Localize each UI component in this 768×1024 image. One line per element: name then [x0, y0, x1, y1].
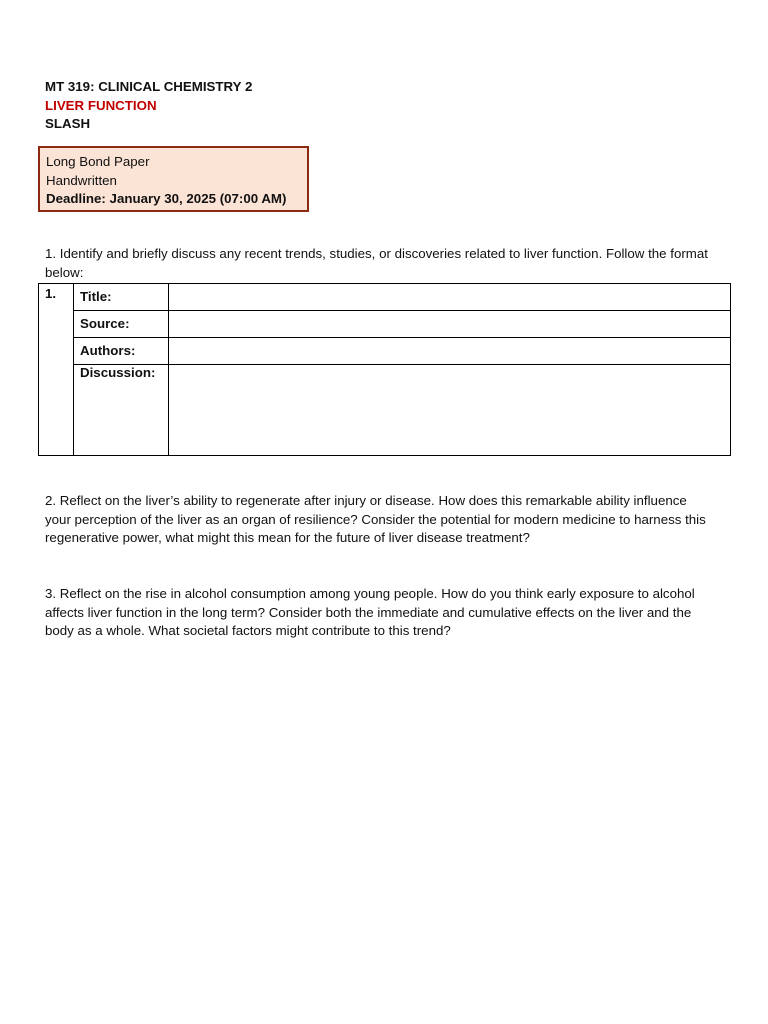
question-3: 3. Reflect on the rise in alcohol consumption among young people. How do you think early exposure to alcohol affects liver function in the long term? Consider both the immediate and cumulative effects on the liver and the body as a whole. What societal factors might contribute to this trend?: [45, 586, 695, 638]
source-label: Source:: [80, 316, 130, 331]
source-field[interactable]: [169, 312, 728, 336]
paper-requirement: Long Bond Paper: [46, 154, 150, 169]
authors-field[interactable]: [169, 339, 728, 363]
discussion-field[interactable]: [169, 366, 728, 454]
course-title: MT 319: CLINICAL CHEMISTRY 2: [45, 79, 253, 94]
assignment-type: SLASH: [45, 116, 91, 131]
authors-label: Authors:: [80, 343, 136, 358]
table-divider: [73, 337, 730, 338]
deadline: Deadline: January 30, 2025 (07:00 AM): [46, 191, 287, 206]
discussion-label: Discussion:: [80, 365, 156, 380]
answer-format-table: [38, 283, 731, 456]
title-field[interactable]: [169, 285, 728, 309]
question-1: 1. Identify and briefly discuss any recent trends, studies, or discoveries related to liver function. Follow the format below:: [45, 246, 708, 280]
table-divider: [73, 364, 730, 365]
question-2: 2. Reflect on the liver’s ability to regenerate after injury or disease. How does this remarkable ability influence your perception of the liver as an organ of resilience? Consider the potential for modern medicine to harness this regenerative power, what might this mean for the future of liver disease treatment?: [45, 493, 706, 545]
table-divider: [73, 310, 730, 311]
document-header: [45, 78, 252, 134]
requirements-box: [38, 146, 309, 212]
topic-title: LIVER FUNCTION: [45, 97, 157, 113]
title-label: Title:: [80, 289, 112, 304]
format-requirement: Handwritten: [46, 172, 117, 188]
entry-number: 1.: [45, 286, 57, 301]
